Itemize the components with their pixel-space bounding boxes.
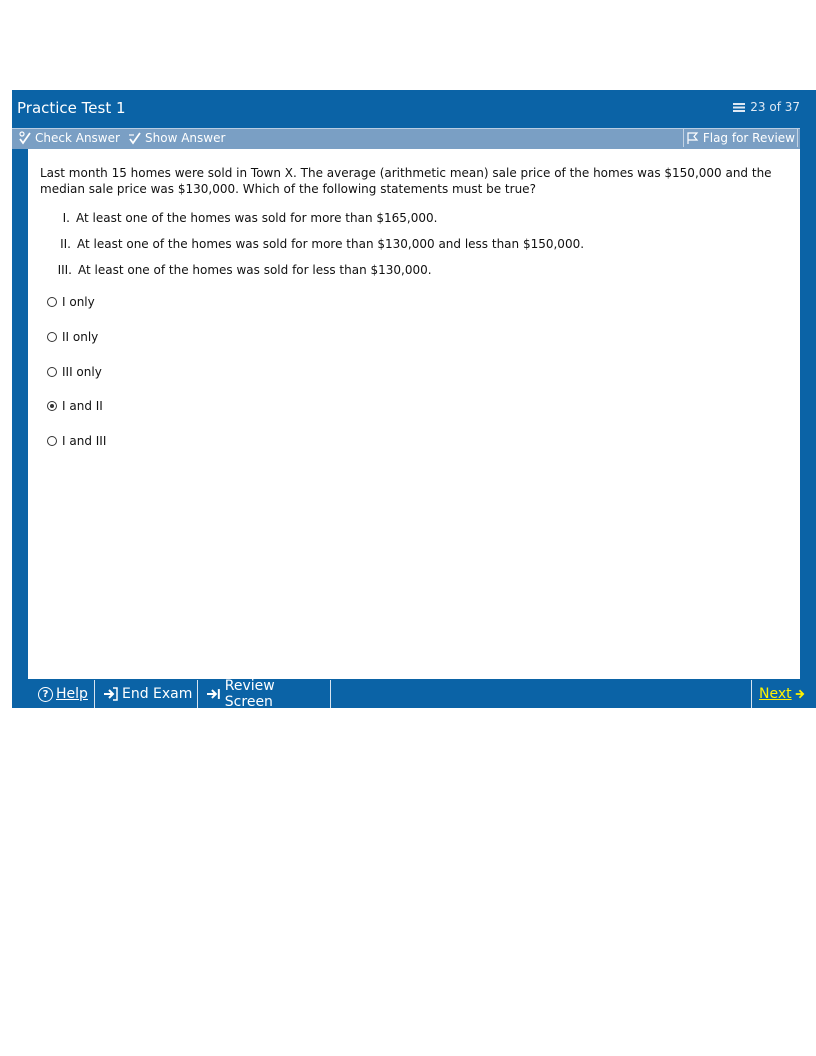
title-bar — [12, 90, 816, 126]
flag-icon — [686, 131, 700, 145]
review-screen-button[interactable] — [198, 680, 331, 708]
question-text: Last month 15 homes were sold in Town X. The average (arithmetic mean) sale price of the homes was $150,000 and the median sale price was $130,000. Which of the following statements must be true? — [40, 166, 772, 196]
radio-button[interactable] — [47, 436, 57, 446]
end-exam-button[interactable] — [95, 680, 198, 708]
statement-text: At least one of the homes was sold for more than $130,000 and less than $150,000. — [77, 237, 585, 251]
review-screen-label: Review Screen — [224, 678, 275, 710]
answer-option[interactable] — [47, 399, 103, 413]
exam-window — [12, 90, 816, 708]
next-label: Next — [759, 686, 792, 702]
bottom-bar — [28, 680, 816, 708]
option-label: I only — [62, 295, 95, 309]
help-icon: ? — [38, 687, 53, 702]
statement-number: I. — [62, 211, 70, 225]
toolbar — [12, 128, 800, 149]
statement-text: At least one of the homes was sold for less than $130,000. — [78, 263, 432, 277]
flag-for-review-label: Flag for Review — [702, 131, 795, 145]
option-label: I and III — [62, 434, 107, 448]
answer-option[interactable] — [47, 295, 95, 309]
review-screen-icon — [206, 687, 222, 701]
statement-number: II. — [60, 237, 71, 251]
end-exam-label: End Exam — [122, 686, 193, 702]
option-label: III only — [62, 365, 102, 379]
answer-option[interactable] — [47, 365, 102, 379]
show-answer-label: Show Answer — [145, 131, 226, 145]
radio-button[interactable] — [47, 332, 57, 342]
radio-button[interactable] — [47, 367, 57, 377]
end-exam-icon — [103, 687, 119, 701]
statement-text: At least one of the homes was sold for more than $165,000. — [76, 211, 438, 225]
radio-button[interactable] — [47, 297, 57, 307]
counter-text: 23 of 37 — [750, 100, 800, 114]
statement-item — [40, 211, 437, 225]
statement-item — [41, 237, 584, 251]
next-arrow-icon — [795, 687, 805, 701]
next-button[interactable] — [751, 680, 809, 708]
statement-number: III. — [57, 263, 72, 277]
question-list-icon — [732, 102, 746, 113]
help-label: Help — [56, 686, 88, 702]
check-answer-button[interactable] — [18, 131, 120, 145]
show-answer-button[interactable] — [128, 131, 225, 145]
check-answer-icon — [18, 131, 32, 145]
option-label: I and II — [62, 399, 103, 413]
question-counter — [732, 100, 800, 114]
flag-for-review-button[interactable] — [683, 129, 798, 147]
question-panel — [28, 149, 800, 679]
show-answer-icon — [128, 131, 142, 145]
answer-option[interactable] — [47, 434, 106, 448]
check-answer-label: Check Answer — [35, 131, 120, 145]
answer-option[interactable] — [47, 330, 98, 344]
statement-item — [42, 263, 432, 277]
option-label: II only — [62, 330, 99, 344]
window-title: Practice Test 1 — [17, 99, 126, 117]
help-button[interactable] — [28, 680, 95, 708]
radio-button-selected[interactable] — [47, 401, 57, 411]
